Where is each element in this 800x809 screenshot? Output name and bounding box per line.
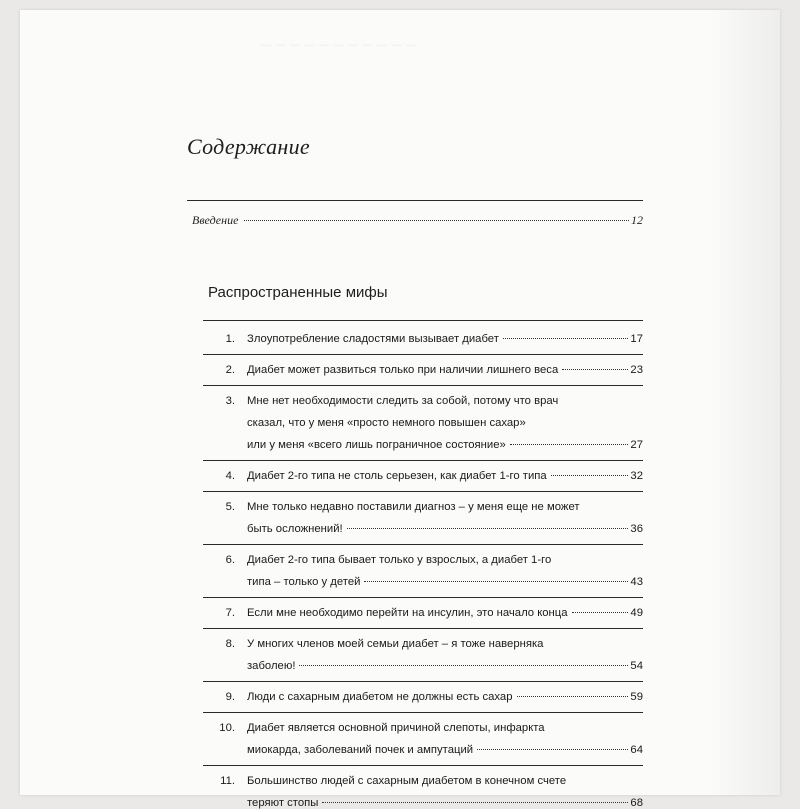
entry-page-number: 49: [630, 607, 643, 619]
entry-separator: [203, 681, 643, 682]
page-title: Содержание: [187, 134, 311, 159]
entry-line: [247, 417, 526, 429]
page-shadow: [710, 10, 780, 795]
entry-page-number: 36: [630, 523, 643, 535]
bleed-through-text: — — — — — — — — — — —: [260, 40, 416, 51]
entry-number: 6.: [225, 554, 235, 566]
entry-line: [247, 660, 643, 672]
intro-page: 12: [631, 213, 643, 227]
entry-line: [247, 797, 643, 809]
entry-title: Мне только недавно поставили диагноз – у меня еще не может: [247, 501, 580, 513]
dot-leader: [299, 665, 628, 666]
entry-separator: [203, 597, 643, 598]
entry-number: 7.: [225, 607, 235, 619]
title-rule: [187, 200, 643, 201]
dot-leader: [244, 220, 629, 221]
entry-title: Мне нет необходимости следить за собой, потому что врач: [247, 395, 559, 407]
dot-leader: [517, 696, 629, 697]
entry-page-number: 32: [630, 470, 643, 482]
entry-line: [247, 607, 643, 619]
entry-line: [247, 470, 643, 482]
entry-page-number: 23: [630, 364, 643, 376]
dot-leader: [503, 338, 629, 339]
dot-leader: [364, 581, 628, 582]
entry-title: Злоупотребление сладостями вызывает диабет: [247, 333, 499, 345]
entry-title: Люди с сахарным диабетом не должны есть сахар: [247, 691, 513, 703]
entry-title: заболею!: [247, 660, 296, 672]
entry-number: 3.: [225, 395, 235, 407]
entry-title: сказал, что у меня «просто немного повышен сахар»: [247, 417, 526, 429]
entry-line: [247, 744, 643, 756]
section-rule: [203, 320, 643, 321]
entry-line: [247, 501, 580, 513]
entry-title: быть осложнений!: [247, 523, 343, 535]
entry-title: Диабет является основной причиной слепоты, инфаркта: [247, 722, 545, 734]
entry-page-number: 54: [630, 660, 643, 672]
entry-separator: [203, 491, 643, 492]
entry-separator: [203, 628, 643, 629]
entry-title: Большинство людей с сахарным диабетом в конечном счете: [247, 775, 567, 787]
entry-page-number: 64: [630, 744, 643, 756]
section-title: Распространенные мифы: [208, 284, 388, 301]
entry-page-number: 27: [630, 439, 643, 451]
entry-line: [247, 691, 643, 703]
entry-separator: [203, 385, 643, 386]
entry-number: 11.: [220, 775, 235, 787]
entry-line: [247, 364, 643, 376]
entry-separator: [203, 765, 643, 766]
entry-line: [247, 395, 558, 407]
entry-separator: [203, 354, 643, 355]
dot-leader: [562, 369, 628, 370]
entry-number: 8.: [225, 638, 235, 650]
entry-number: 5.: [225, 501, 235, 513]
dot-leader: [551, 475, 629, 476]
dot-leader: [477, 749, 628, 750]
entry-line: [247, 333, 643, 345]
toc-entry-intro[interactable]: [192, 213, 643, 228]
entry-separator: [203, 712, 643, 713]
entry-title: Диабет 2-го типа не столь серьезен, как диабет 1-го типа: [247, 470, 547, 482]
entry-line: [247, 439, 643, 451]
dot-leader: [322, 802, 628, 803]
entry-number: 9.: [225, 691, 235, 703]
dot-leader: [347, 528, 629, 529]
entry-line: [247, 576, 643, 588]
entry-page-number: 59: [630, 691, 643, 703]
entry-title: Диабет может развиться только при наличии лишнего веса: [247, 364, 559, 376]
book-page: [20, 10, 780, 809]
entry-title: теряют стопы: [247, 797, 319, 809]
intro-label: Введение: [192, 213, 239, 227]
entry-title: У многих членов моей семьи диабет – я тоже наверняка: [247, 638, 544, 650]
dot-leader: [510, 444, 629, 445]
entry-title: или у меня «всего лишь пограничное состояние»: [247, 439, 506, 451]
entry-line: [247, 523, 643, 535]
entry-title: типа – только у детей: [247, 576, 361, 588]
entry-page-number: 43: [630, 576, 643, 588]
entry-number: 4.: [225, 470, 235, 482]
entry-line: [247, 554, 551, 566]
entry-title: миокарда, заболеваний почек и ампутаций: [247, 744, 474, 756]
entry-line: [247, 775, 566, 787]
entry-page-number: 68: [630, 797, 643, 809]
dot-leader: [572, 612, 629, 613]
entry-number: 10.: [219, 722, 235, 734]
entry-page-number: 17: [630, 333, 643, 345]
entry-line: [247, 638, 543, 650]
entry-number: 1.: [225, 333, 235, 345]
entry-number: 2.: [225, 364, 235, 376]
entry-title: Если мне необходимо перейти на инсулин, это начало конца: [247, 607, 568, 619]
entry-separator: [203, 544, 643, 545]
entry-title: Диабет 2-го типа бывает только у взрослых, а диабет 1-го: [247, 554, 552, 566]
entry-separator: [203, 460, 643, 461]
entry-line: [247, 722, 545, 734]
